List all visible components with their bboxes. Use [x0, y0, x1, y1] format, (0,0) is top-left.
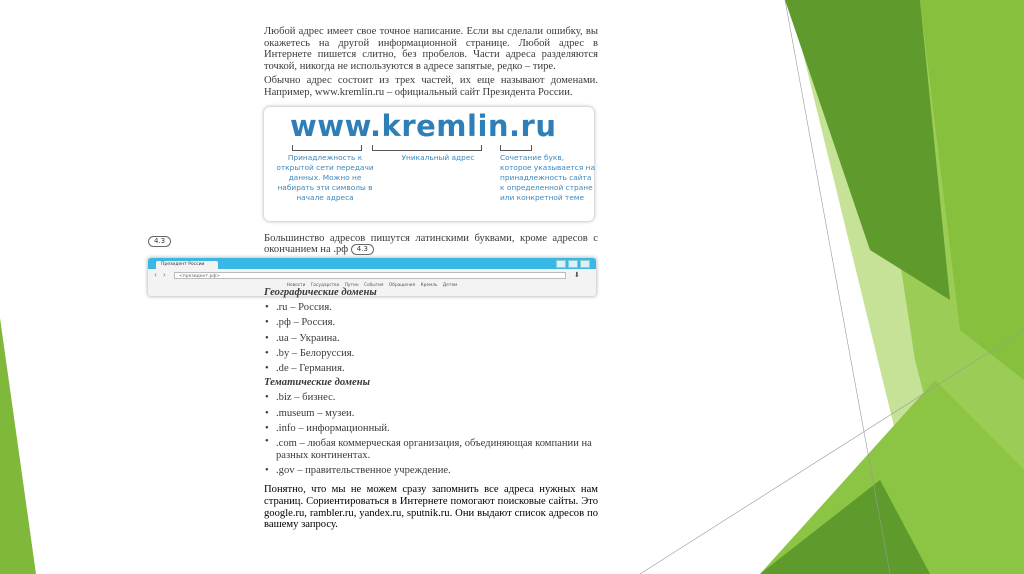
list-item: • .gov – правительственное учреждение. — [264, 463, 604, 478]
list-item: • .by – Белоруссия. — [264, 346, 604, 361]
paragraph-search-sites: Понятно, что мы не можем сразу запомнить все адреса нужных нам страниц. Сориентироваться в Интернете помогают поисковые сайты. Это google.ru, rambler.ru, yandex.ru, sputnik.ru. Они выдают список адресов по вашему запросу. — [264, 484, 598, 531]
thematic-domains-title: Тематические домены — [264, 377, 370, 389]
bracket-protocol — [292, 145, 362, 151]
back-arrow-icon[interactable]: ‹ — [154, 271, 157, 279]
paragraph-latin-text: Большинство адресов пишутся латинскими буквами, кроме адресов с окончанием на .рф — [264, 232, 598, 256]
domain-lists — [264, 286, 604, 531]
bracket-domain — [372, 145, 482, 151]
nav-item[interactable]: Государство — [310, 283, 340, 288]
nav-item[interactable]: Кремль — [420, 283, 438, 288]
figure-ref-inline[interactable]: 4.3 — [351, 244, 374, 255]
nav-item[interactable]: Новости — [286, 283, 306, 288]
list-item: • .info – информационный. — [264, 421, 604, 436]
caption-protocol: Принадлежность к открытой сети передачи данных. Можно не набирать эти символы в начале адреса — [276, 152, 374, 202]
document-page — [264, 26, 604, 256]
browser-tab[interactable]: Президент России — [156, 261, 218, 269]
list-item: • .de – Германия. — [264, 361, 604, 376]
nav-item[interactable]: События — [363, 283, 384, 288]
list-item: • .museum – музеи. — [264, 406, 604, 421]
download-icon[interactable]: ⬇ — [574, 271, 580, 279]
figure-url: www.kremlin.ru — [290, 108, 557, 143]
nav-item[interactable]: Путин — [344, 283, 359, 288]
paragraph-address-spelling: Любой адрес имеет свое точное написание. Если вы сделали ошибку, вы окажетесь на другой информационной странице. Любой адрес в Интернете пишется слитно, без пробелов. Части адреса разделяются точкой, никогда не используются в адресе запятые, редко – тире. — [264, 26, 598, 72]
forward-arrow-icon[interactable]: › — [163, 271, 166, 279]
list-item: • .ua – Украина. — [264, 331, 604, 346]
list-item: • .com – любая коммерческая организация, объединяющая компании на разных континентах. — [264, 436, 604, 463]
geo-domains-title: Географические домены — [264, 287, 377, 298]
list-item: • .рф – Россия. — [264, 315, 604, 330]
url-structure-figure — [264, 107, 594, 221]
list-item: • .ru – Россия. — [264, 300, 604, 315]
figure-ref-margin[interactable]: 4.3 — [148, 236, 171, 247]
paragraph-address-parts: Обычно адрес состоит из трех частей, их еще называют доменами. Например, www.kremlin.ru – официальный сайт Президента России. — [264, 75, 598, 98]
paragraph-latin-letters — [264, 233, 598, 256]
caption-zone: Сочетание букв, которое указывается на принадлежность сайта к определенной стране или конкретной теме — [500, 152, 596, 202]
left-green-triangle — [0, 318, 36, 574]
bracket-zone — [500, 145, 532, 151]
nav-item[interactable]: Детям — [442, 283, 458, 288]
minimize-icon[interactable] — [556, 260, 566, 268]
browser-tabbar — [148, 258, 596, 269]
address-bar[interactable]: <президент.рф> — [174, 272, 566, 279]
caption-domain: Уникальный адрес — [401, 152, 475, 162]
nav-item[interactable]: Обращения — [388, 283, 416, 288]
maximize-icon[interactable] — [568, 260, 578, 268]
thematic-domains-list — [264, 390, 604, 478]
geo-domains-list — [264, 300, 604, 376]
list-item: • .biz – бизнес. — [264, 390, 604, 405]
close-icon[interactable] — [580, 260, 590, 268]
